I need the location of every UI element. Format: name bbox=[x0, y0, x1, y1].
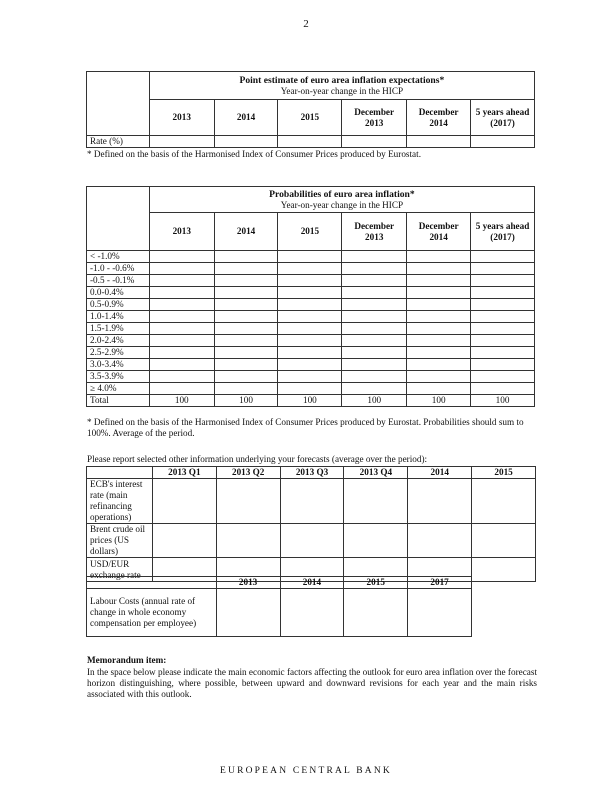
table2-input-cell[interactable] bbox=[214, 323, 278, 335]
table2-row bbox=[87, 299, 535, 311]
table2-row-label: 0.5-0.9% bbox=[87, 299, 150, 311]
table2-total-cell: 100 bbox=[278, 395, 342, 407]
table3-col-header: 2014 bbox=[408, 467, 472, 479]
table2-row-label: -1.0 - -0.6% bbox=[87, 263, 150, 275]
table2-input-cell[interactable] bbox=[342, 299, 407, 311]
table2-input-cell[interactable] bbox=[471, 251, 535, 263]
table2-input-cell[interactable] bbox=[214, 263, 278, 275]
table2-row bbox=[87, 311, 535, 323]
table2-col-header: December 2014 bbox=[407, 213, 471, 251]
table2-input-cell[interactable] bbox=[278, 359, 342, 371]
table2-input-cell[interactable] bbox=[278, 299, 342, 311]
table1-subtitle: Year-on-year change in the HICP bbox=[280, 85, 404, 96]
table2-col-header: 2014 bbox=[214, 213, 278, 251]
table1-input-cell[interactable] bbox=[407, 136, 471, 148]
table2-input-cell[interactable] bbox=[278, 263, 342, 275]
table1-input-cell[interactable] bbox=[214, 136, 278, 148]
table4-input-cell[interactable] bbox=[280, 589, 344, 637]
table2-input-cell[interactable] bbox=[407, 371, 471, 383]
table2-total-cell: 100 bbox=[471, 395, 535, 407]
table2-input-cell[interactable] bbox=[342, 335, 407, 347]
table2-input-cell[interactable] bbox=[407, 323, 471, 335]
table2-input-cell[interactable] bbox=[149, 275, 214, 287]
table2-input-cell[interactable] bbox=[149, 335, 214, 347]
table3-row-label: Brent crude oil prices (US dollars) bbox=[87, 524, 153, 558]
table2-row bbox=[87, 287, 535, 299]
table2-row-label: 1.5-1.9% bbox=[87, 323, 150, 335]
table2-row-label: -0.5 - -0.1% bbox=[87, 275, 150, 287]
table2-input-cell[interactable] bbox=[471, 383, 535, 395]
table2-input-cell[interactable] bbox=[407, 287, 471, 299]
table2-col-header: December 2013 bbox=[342, 213, 407, 251]
table2-input-cell[interactable] bbox=[471, 347, 535, 359]
table3-input-cell[interactable] bbox=[472, 479, 536, 524]
table2-input-cell[interactable] bbox=[214, 359, 278, 371]
footer: EUROPEAN CENTRAL BANK bbox=[220, 766, 392, 776]
table3-input-cell[interactable] bbox=[152, 524, 216, 558]
table2-input-cell[interactable] bbox=[278, 371, 342, 383]
table1-col-header: December 2014 bbox=[407, 100, 471, 136]
table3-input-cell[interactable] bbox=[408, 524, 472, 558]
table2-input-cell[interactable] bbox=[407, 383, 471, 395]
table2-input-cell[interactable] bbox=[214, 275, 278, 287]
table2-input-cell[interactable] bbox=[407, 335, 471, 347]
table2-input-cell[interactable] bbox=[471, 323, 535, 335]
table2-input-cell[interactable] bbox=[342, 323, 407, 335]
table2-input-cell[interactable] bbox=[342, 311, 407, 323]
table2-row bbox=[87, 275, 535, 287]
table3-intro: Please report selected other information underlying your forecasts (average over the period): bbox=[87, 454, 428, 464]
table3-input-cell[interactable] bbox=[216, 479, 280, 524]
table1-input-cell[interactable] bbox=[278, 136, 342, 148]
table2-total-cell: 100 bbox=[214, 395, 278, 407]
table2-row bbox=[87, 359, 535, 371]
table2-input-cell[interactable] bbox=[471, 299, 535, 311]
table2-input-cell[interactable] bbox=[278, 323, 342, 335]
table2-input-cell[interactable] bbox=[407, 263, 471, 275]
memorandum-title: Memorandum item: bbox=[87, 655, 167, 665]
table1-col-header: 2015 bbox=[278, 100, 342, 136]
table2-input-cell[interactable] bbox=[214, 251, 278, 263]
table2-input-cell[interactable] bbox=[278, 383, 342, 395]
table1-col-header: 5 years ahead (2017) bbox=[471, 100, 535, 136]
table4-col-header: 2014 bbox=[280, 577, 344, 589]
table2-input-cell[interactable] bbox=[214, 299, 278, 311]
table2-footnote: * Defined on the basis of the Harmonised Index of Consumer Prices produced by Eurostat. Probabilities should sum to 100%. Average of the period. bbox=[87, 417, 524, 438]
table2-input-cell[interactable] bbox=[342, 371, 407, 383]
table2-col-header: 2013 bbox=[149, 213, 214, 251]
table3-col-header: 2013 Q3 bbox=[280, 467, 344, 479]
table2-row bbox=[87, 263, 535, 275]
table3-row-label: USD/EUR exchange rate bbox=[87, 558, 153, 582]
table2-row-label: 1.0-1.4% bbox=[87, 311, 150, 323]
table2-input-cell[interactable] bbox=[149, 347, 214, 359]
table2-row bbox=[87, 383, 535, 395]
table2-input-cell[interactable] bbox=[278, 275, 342, 287]
table2-header bbox=[149, 187, 534, 213]
table4-col-header: 2013 bbox=[216, 577, 280, 589]
table3-col-header: 2013 Q2 bbox=[216, 467, 280, 479]
table2-input-cell[interactable] bbox=[342, 383, 407, 395]
table2-input-cell[interactable] bbox=[342, 359, 407, 371]
table2-input-cell[interactable] bbox=[149, 287, 214, 299]
table3-input-cell[interactable] bbox=[280, 479, 344, 524]
table2-row-label: 3.0-3.4% bbox=[87, 359, 150, 371]
table2-input-cell[interactable] bbox=[149, 251, 214, 263]
inflation-expectations-table bbox=[86, 71, 535, 148]
table2-title: Probabilities of euro area inflation* bbox=[269, 188, 415, 200]
table2-row bbox=[87, 347, 535, 359]
table2-input-cell[interactable] bbox=[149, 311, 214, 323]
table1-col-header: 2013 bbox=[149, 100, 214, 136]
other-information-table bbox=[86, 466, 536, 582]
table2-input-cell[interactable] bbox=[407, 275, 471, 287]
table4-col-header: 2015 bbox=[344, 577, 408, 589]
table3-input-cell[interactable] bbox=[280, 524, 344, 558]
table1-input-cell[interactable] bbox=[149, 136, 214, 148]
table1-input-cell[interactable] bbox=[342, 136, 407, 148]
table3-input-cell[interactable] bbox=[408, 479, 472, 524]
table1-col-header: December 2013 bbox=[342, 100, 407, 136]
table2-input-cell[interactable] bbox=[149, 371, 214, 383]
table2-input-cell[interactable] bbox=[471, 263, 535, 275]
table4-row-label: Labour Costs (annual rate of change in whole economy compensation per employee) bbox=[87, 589, 217, 637]
inflation-probabilities-table bbox=[86, 186, 535, 407]
table1-header bbox=[149, 72, 534, 100]
table2-input-cell[interactable] bbox=[278, 287, 342, 299]
table4-input-cell[interactable] bbox=[408, 589, 472, 637]
table2-total-label: Total bbox=[87, 395, 150, 407]
table3-col-header: 2013 Q4 bbox=[344, 467, 408, 479]
table3-input-cell[interactable] bbox=[472, 558, 536, 582]
table2-row bbox=[87, 251, 535, 263]
table2-row bbox=[87, 323, 535, 335]
table2-input-cell[interactable] bbox=[407, 347, 471, 359]
labour-costs-table bbox=[86, 576, 472, 637]
table3-input-cell[interactable] bbox=[344, 524, 408, 558]
memorandum-text: In the space below please indicate the main economic factors affecting the outlook for euro area inflation over the forecast horizon distinguishing, where possible, between upward and downward revisions for each year and the main risks associated with this outlook. bbox=[87, 667, 537, 699]
table3-input-cell[interactable] bbox=[344, 479, 408, 524]
table2-input-cell[interactable] bbox=[342, 287, 407, 299]
table2-input-cell[interactable] bbox=[214, 383, 278, 395]
table2-input-cell[interactable] bbox=[407, 251, 471, 263]
table2-input-cell[interactable] bbox=[471, 287, 535, 299]
table2-input-cell[interactable] bbox=[471, 311, 535, 323]
table2-input-cell[interactable] bbox=[342, 347, 407, 359]
table2-col-header: 5 years ahead (2017) bbox=[471, 213, 535, 251]
table2-input-cell[interactable] bbox=[278, 311, 342, 323]
table2-input-cell[interactable] bbox=[149, 383, 214, 395]
table2-input-cell[interactable] bbox=[342, 263, 407, 275]
table2-row-label: 2.5-2.9% bbox=[87, 347, 150, 359]
table2-row-label: < -1.0% bbox=[87, 251, 150, 263]
table2-input-cell[interactable] bbox=[214, 371, 278, 383]
table2-input-cell[interactable] bbox=[278, 335, 342, 347]
table2-total-cell: 100 bbox=[342, 395, 407, 407]
table2-input-cell[interactable] bbox=[407, 359, 471, 371]
table2-input-cell[interactable] bbox=[342, 275, 407, 287]
table2-input-cell[interactable] bbox=[278, 347, 342, 359]
table3-input-cell[interactable] bbox=[472, 524, 536, 558]
table1-footnote: * Defined on the basis of the Harmonised Index of Consumer Prices produced by Eurostat. bbox=[87, 149, 421, 159]
table2-row-label: 2.0-2.4% bbox=[87, 335, 150, 347]
table2-input-cell[interactable] bbox=[149, 299, 214, 311]
table2-input-cell[interactable] bbox=[471, 371, 535, 383]
table2-input-cell[interactable] bbox=[471, 335, 535, 347]
table2-input-cell[interactable] bbox=[149, 359, 214, 371]
table4-col-header: 2017 bbox=[408, 577, 472, 589]
table2-row-label: 3.5-3.9% bbox=[87, 371, 150, 383]
table2-row-label: ≥ 4.0% bbox=[87, 383, 150, 395]
table2-input-cell[interactable] bbox=[471, 359, 535, 371]
table2-col-header: 2015 bbox=[278, 213, 342, 251]
table2-input-cell[interactable] bbox=[407, 311, 471, 323]
table2-input-cell[interactable] bbox=[149, 263, 214, 275]
table3-col-header: 2013 Q1 bbox=[152, 467, 216, 479]
table4-input-cell[interactable] bbox=[344, 589, 408, 637]
table2-input-cell[interactable] bbox=[471, 275, 535, 287]
table3-input-cell[interactable] bbox=[152, 479, 216, 524]
table2-input-cell[interactable] bbox=[149, 323, 214, 335]
table1-row-label: Rate (%) bbox=[87, 136, 150, 148]
table2-input-cell[interactable] bbox=[407, 299, 471, 311]
table3-input-cell[interactable] bbox=[216, 524, 280, 558]
table3-col-header: 2015 bbox=[472, 467, 536, 479]
table2-total-cell: 100 bbox=[149, 395, 214, 407]
table2-row bbox=[87, 371, 535, 383]
table2-input-cell[interactable] bbox=[214, 335, 278, 347]
table3-row-label: ECB's interest rate (main refinancing operations) bbox=[87, 479, 153, 524]
page-number: 2 bbox=[303, 18, 309, 30]
table2-input-cell[interactable] bbox=[342, 251, 407, 263]
table2-input-cell[interactable] bbox=[214, 347, 278, 359]
table2-row bbox=[87, 335, 535, 347]
table4-input-cell[interactable] bbox=[216, 589, 280, 637]
table2-input-cell[interactable] bbox=[214, 311, 278, 323]
table2-input-cell[interactable] bbox=[278, 251, 342, 263]
table1-input-cell[interactable] bbox=[471, 136, 535, 148]
table1-col-header: 2014 bbox=[214, 100, 278, 136]
table2-subtitle: Year-on-year change in the HICP bbox=[280, 199, 404, 210]
table2-input-cell[interactable] bbox=[214, 287, 278, 299]
table2-total-cell: 100 bbox=[407, 395, 471, 407]
table2-row-label: 0.0-0.4% bbox=[87, 287, 150, 299]
table1-title: Point estimate of euro area inflation expectations* bbox=[239, 74, 445, 86]
